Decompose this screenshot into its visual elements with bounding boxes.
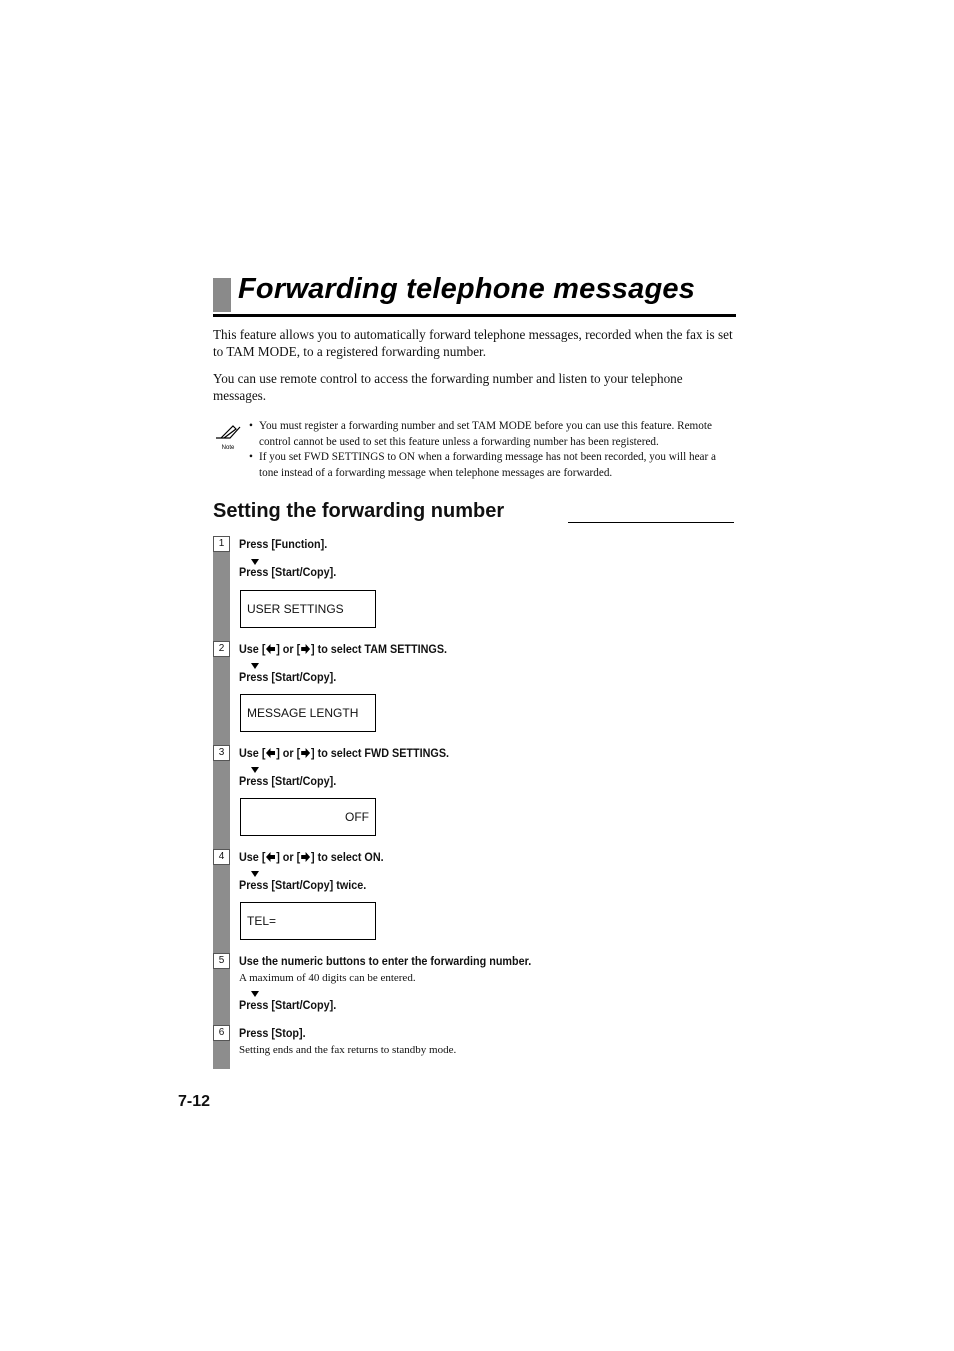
note-item: • If you set FWD SETTINGS to ON when a forwarding message has not been recorded, you will hear a tone instead of a forwarding message when telephone messages are forwarded.	[247, 450, 737, 481]
note-item: • You must register a forwarding number and set TAM MODE before you can use this feature. Remote control cannot be used to set this feature unless a forwarding number has been registered.	[247, 419, 737, 450]
step-instruction: Press [Stop].	[239, 1026, 306, 1040]
step-number: 4	[213, 849, 230, 865]
note-list	[247, 419, 737, 481]
lcd-display: USER SETTINGS	[240, 590, 376, 628]
step-instruction: Use [ ] or [ ] to select TAM SETTINGS.	[239, 642, 448, 656]
note-label: Note	[221, 445, 235, 451]
section-heading: Setting the forwarding number	[213, 500, 505, 522]
step-instruction: Press [Start/Copy].	[239, 670, 337, 684]
step-instruction: Press [Start/Copy].	[239, 998, 337, 1012]
step-instruction: Use [ ] or [ ] to select FWD SETTINGS.	[239, 746, 450, 760]
step-instruction: Press [Start/Copy] twice.	[239, 878, 367, 892]
intro-paragraph-1: This feature allows you to automatically forward telephone messages, recorded when the fax is set to TAM MODE, to a registered forwarding number.	[213, 327, 733, 359]
right-arrow-key-icon	[301, 643, 310, 657]
title-underline	[213, 314, 736, 317]
lcd-display: TEL=	[240, 902, 376, 940]
step-number: 2	[213, 641, 230, 657]
left-arrow-key-icon	[266, 747, 275, 761]
left-arrow-key-icon	[266, 643, 275, 657]
section-heading-rule	[568, 522, 734, 523]
step-number: 6	[213, 1025, 230, 1041]
title-block	[213, 273, 736, 318]
step-number: 1	[213, 536, 230, 552]
right-arrow-key-icon	[301, 851, 310, 865]
note-pencil-icon	[213, 421, 243, 451]
down-arrow-icon	[251, 871, 259, 877]
steps-side-bar	[213, 536, 230, 1069]
step-instruction: Use [ ] or [ ] to select ON.	[239, 850, 384, 864]
page-title: Forwarding telephone messages	[238, 273, 696, 305]
step-detail: Setting ends and the fax returns to standby mode.	[239, 1044, 457, 1056]
lcd-display: OFF	[240, 798, 376, 836]
down-arrow-icon	[251, 991, 259, 997]
step-number: 3	[213, 745, 230, 761]
step-detail: A maximum of 40 digits can be entered.	[239, 972, 416, 984]
lcd-display: MESSAGE LENGTH	[240, 694, 376, 732]
intro-paragraph-2: You can use remote control to access the forwarding number and listen to your telephone messages.	[213, 371, 683, 403]
step-instruction: Press [Start/Copy].	[239, 565, 337, 579]
step-instruction: Press [Start/Copy].	[239, 774, 337, 788]
title-accent-bar	[213, 278, 231, 312]
step-instruction: Press [Function].	[239, 537, 328, 551]
down-arrow-icon	[251, 767, 259, 773]
step-instruction: Use the numeric buttons to enter the forwarding number.	[239, 954, 532, 968]
left-arrow-key-icon	[266, 851, 275, 865]
right-arrow-key-icon	[301, 747, 310, 761]
step-number: 5	[213, 953, 230, 969]
page-number: 7-12	[178, 1093, 211, 1110]
down-arrow-icon	[251, 663, 259, 669]
